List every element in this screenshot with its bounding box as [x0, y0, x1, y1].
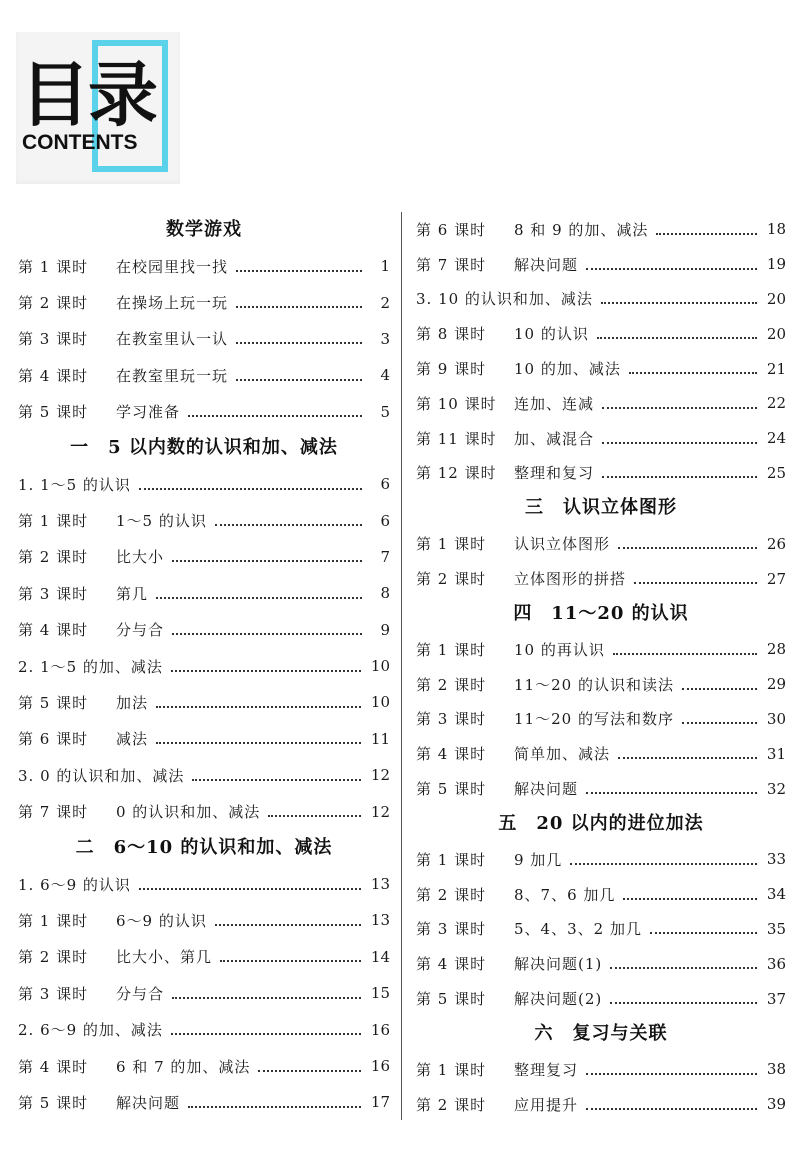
- toc-entry-title: 5、4、3、2 加几: [514, 920, 642, 939]
- toc-entry[interactable]: [18, 466, 390, 502]
- dot-leader: [634, 581, 757, 584]
- toc-entry-lesson: 第 5 课时: [18, 1093, 89, 1112]
- toc-entry[interactable]: [416, 456, 786, 491]
- toc-entry-title: 加法: [116, 693, 149, 712]
- dot-leader: [682, 687, 757, 690]
- toc-entry[interactable]: [416, 561, 786, 596]
- toc-entry[interactable]: [416, 771, 786, 806]
- toc-entry-page: 10: [370, 657, 390, 676]
- toc-entry-title: 10 的加、减法: [514, 360, 621, 379]
- dot-leader: [613, 652, 757, 655]
- toc-entry[interactable]: [18, 939, 390, 975]
- toc-entry-page: 17: [370, 1093, 390, 1112]
- toc-entry[interactable]: [18, 793, 390, 829]
- toc-entry-page: 11: [370, 729, 390, 748]
- dot-leader: [172, 559, 362, 562]
- toc-entry-lesson: 第 8 课时: [416, 325, 487, 344]
- toc-entry-page: 9: [380, 620, 390, 639]
- toc-entry[interactable]: [416, 1052, 786, 1087]
- toc-entry[interactable]: [416, 981, 786, 1016]
- toc-entry-lesson: 第 3 课时: [18, 330, 89, 349]
- toc-entry[interactable]: [416, 247, 786, 282]
- toc-entry-title: 连加、连减: [514, 394, 595, 413]
- toc-entry[interactable]: [18, 684, 390, 720]
- dot-leader: [268, 814, 361, 817]
- dot-leader: [586, 791, 757, 794]
- toc-entry-page: 37: [766, 989, 786, 1008]
- toc-entry[interactable]: [416, 1087, 786, 1122]
- toc-entry[interactable]: [416, 667, 786, 702]
- dot-leader: [236, 378, 362, 381]
- toc-entry-title: 比大小、第几: [116, 948, 213, 967]
- dot-leader: [656, 232, 757, 235]
- dot-leader: [258, 1069, 361, 1072]
- toc-entry[interactable]: [18, 612, 390, 648]
- dot-leader: [682, 721, 757, 724]
- toc-entry-lesson: 第 9 课时: [416, 360, 487, 379]
- section-heading: 四 11～20 的认识: [513, 602, 689, 624]
- toc-entry[interactable]: [18, 539, 390, 575]
- toc-entry-page: 13: [370, 875, 390, 894]
- column-divider: [401, 212, 402, 1120]
- toc-entry-lesson: 第 5 课时: [18, 403, 89, 422]
- toc-entry-title: 11～20 的写法和数序: [514, 710, 674, 729]
- toc-entry[interactable]: [18, 502, 390, 538]
- toc-entry-lesson: 第 1 课时: [416, 1060, 487, 1079]
- toc-entry-page: 14: [370, 947, 390, 966]
- toc-entry-page: 33: [766, 850, 786, 869]
- toc-entry-title: 解决问题: [116, 1093, 181, 1112]
- dot-leader: [188, 1105, 361, 1108]
- toc-entry-title: 6～9 的认识: [116, 911, 207, 930]
- toc-entry-lesson: 第 6 课时: [18, 730, 89, 749]
- toc-entry-page: 10: [370, 693, 390, 712]
- toc-entry-page: 16: [370, 1057, 390, 1075]
- toc-entry-page: 20: [766, 324, 786, 343]
- dot-leader: [602, 406, 757, 409]
- dot-leader: [570, 862, 757, 865]
- toc-entry-title: 第几: [116, 584, 149, 603]
- toc-entry-title: 立体图形的拼搭: [514, 570, 627, 589]
- toc-entry-title: 在校园里找一找: [116, 257, 229, 276]
- toc-entry[interactable]: [18, 721, 390, 757]
- dot-leader: [610, 1001, 757, 1004]
- dot-leader: [602, 441, 757, 444]
- toc-entry-lesson: 第 1 课时: [416, 535, 487, 554]
- section-heading: 五 20 以内的进位加法: [498, 812, 704, 834]
- toc-entry-title: 2. 6～9 的加、减法: [18, 1021, 163, 1040]
- toc-entry-page: 36: [766, 954, 786, 973]
- toc-entry-page: 34: [766, 885, 786, 904]
- toc-entry-lesson: 第 1 课时: [18, 512, 89, 531]
- toc-entry[interactable]: [18, 866, 390, 902]
- toc-entry-title: 0 的认识和加、减法: [116, 803, 261, 822]
- toc-entry-lesson: 第 5 课时: [416, 990, 487, 1009]
- toc-entry-title: 在教室里玩一玩: [116, 366, 229, 385]
- toc-entry[interactable]: [18, 1084, 390, 1120]
- toc-entry-title: 解决问题(1): [514, 955, 603, 974]
- toc-entry[interactable]: [416, 912, 786, 947]
- toc-entry-page: 3: [380, 329, 390, 348]
- toc-entry[interactable]: [416, 632, 786, 667]
- dot-leader: [171, 669, 361, 672]
- toc-entry-page: 24: [766, 429, 786, 448]
- toc-entry-page: 29: [766, 675, 786, 694]
- dot-leader: [618, 756, 757, 759]
- toc-entry-title: 减法: [116, 730, 149, 749]
- dot-leader: [236, 269, 362, 272]
- toc-entry[interactable]: [18, 757, 390, 793]
- toc-entry[interactable]: [18, 975, 390, 1011]
- dot-leader: [139, 887, 361, 890]
- toc-entry-title: 1. 6～9 的认识: [18, 875, 131, 894]
- toc-entry-title: 解决问题: [514, 780, 579, 799]
- section-heading: 数学游戏: [166, 219, 242, 240]
- toc-entry[interactable]: [18, 902, 390, 938]
- toc-entry-lesson: 第 3 课时: [416, 710, 487, 729]
- dot-leader: [236, 341, 362, 344]
- section-heading: 二 6～10 的认识和加、减法: [75, 836, 333, 858]
- toc-entry-lesson: 第 11 课时: [416, 429, 497, 448]
- toc-entry-page: 4: [380, 366, 390, 385]
- dot-leader: [215, 523, 362, 526]
- toc-entry[interactable]: [18, 648, 390, 684]
- toc-entry-title: 11～20 的认识和读法: [514, 675, 674, 694]
- toc-entry-page: 2: [380, 293, 390, 312]
- toc-entry[interactable]: [416, 946, 786, 981]
- dot-leader: [171, 1032, 361, 1035]
- toc-entry-title: 整理复习: [514, 1060, 579, 1079]
- toc-entry-lesson: 第 3 课时: [18, 584, 89, 603]
- toc-entry-lesson: 第 5 课时: [416, 780, 487, 799]
- toc-entry-lesson: 第 4 课时: [416, 745, 487, 764]
- section-heading: 三 认识立体图形: [525, 497, 677, 519]
- toc-entry-page: 18: [766, 220, 786, 239]
- toc-entry[interactable]: [416, 421, 786, 456]
- toc-entry-page: 38: [766, 1060, 786, 1079]
- toc-entry-page: 7: [380, 547, 390, 566]
- toc-entry-lesson: 第 10 课时: [416, 394, 497, 413]
- dot-leader: [215, 923, 361, 926]
- toc-entry-title: 10 的认识: [514, 325, 589, 344]
- toc-entry-page: 12: [370, 802, 390, 821]
- toc-entry-title: 在操场上玩一玩: [116, 294, 229, 313]
- toc-entry-lesson: 第 2 课时: [416, 570, 487, 589]
- toc-entry-lesson: 第 1 课时: [416, 640, 487, 659]
- toc-entry-title: 比大小: [116, 548, 165, 567]
- toc-entry-title: 9 加几: [514, 850, 563, 869]
- toc-entry-title: 解决问题: [514, 255, 579, 274]
- toc-right-column: [416, 212, 786, 1122]
- section-heading: 六 复习与关联: [534, 1022, 668, 1044]
- toc-entry-title: 加、减混合: [514, 429, 595, 448]
- toc-entry-title: 6 和 7 的加、减法: [116, 1057, 251, 1076]
- toc-entry[interactable]: [18, 1011, 390, 1047]
- toc-entry-page: 1: [380, 257, 390, 276]
- dot-leader: [601, 301, 757, 304]
- toc-entry-title: 8 和 9 的加、减法: [514, 220, 649, 239]
- toc-entry[interactable]: [18, 321, 390, 357]
- toc-entry-title: 分与合: [116, 984, 165, 1003]
- toc-entry-lesson: 第 2 课时: [18, 294, 89, 313]
- page-subtitle: CONTENTS: [22, 131, 138, 154]
- toc-left-column: [18, 212, 390, 1121]
- toc-entry-lesson: 第 7 课时: [18, 803, 89, 822]
- toc-entry-page: 21: [766, 359, 786, 378]
- toc-entry-lesson: 第 2 课时: [18, 948, 89, 967]
- toc-entry-page: 6: [380, 511, 390, 530]
- toc-entry[interactable]: [416, 702, 786, 737]
- dot-leader: [172, 996, 361, 999]
- toc-entry-title: 2. 1～5 的加、减法: [18, 657, 163, 676]
- toc-entry[interactable]: [416, 386, 786, 421]
- toc-entry-page: 27: [766, 569, 786, 588]
- toc-entry-lesson: 第 7 课时: [416, 255, 487, 274]
- toc-entry[interactable]: [416, 736, 786, 771]
- toc-entry-page: 39: [766, 1095, 786, 1114]
- toc-entry-title: 10 的再认识: [514, 640, 605, 659]
- toc-entry-page: 30: [766, 709, 786, 728]
- toc-entry[interactable]: [18, 357, 390, 393]
- toc-entry[interactable]: [416, 282, 786, 317]
- toc-entry-page: 6: [380, 475, 390, 494]
- toc-entry-page: 13: [370, 911, 390, 930]
- dot-leader: [602, 475, 757, 478]
- toc-entry-lesson: 第 2 课时: [416, 1095, 487, 1114]
- toc-entry-lesson: 第 2 课时: [18, 548, 89, 567]
- dot-leader: [156, 596, 362, 599]
- toc-entry-title: 解决问题(2): [514, 990, 603, 1009]
- toc-entry-lesson: 第 1 课时: [416, 850, 487, 869]
- toc-entry-title: 分与合: [116, 621, 165, 640]
- toc-entry-lesson: 第 3 课时: [416, 920, 487, 939]
- toc-entry-title: 认识立体图形: [514, 535, 611, 554]
- toc-entry-page: 32: [766, 779, 786, 798]
- dot-leader: [586, 267, 757, 270]
- toc-entry[interactable]: [18, 284, 390, 320]
- dot-leader: [629, 371, 757, 374]
- toc-entry-page: 8: [380, 584, 390, 603]
- toc-entry-lesson: 第 3 课时: [18, 984, 89, 1003]
- toc-entry[interactable]: [416, 877, 786, 912]
- dot-leader: [586, 1072, 757, 1075]
- toc-entry-title: 3. 10 的认识和加、减法: [416, 290, 593, 309]
- dot-leader: [236, 305, 362, 308]
- toc-entry-page: 16: [370, 1020, 390, 1039]
- dot-leader: [618, 546, 757, 549]
- toc-entry-lesson: 第 12 课时: [416, 464, 497, 483]
- toc-entry[interactable]: [18, 394, 390, 430]
- dot-leader: [188, 414, 362, 417]
- toc-entry-title: 学习准备: [116, 403, 181, 422]
- section-heading: 一 5 以内数的认识和加、减法: [70, 436, 338, 458]
- toc-entry-page: 19: [766, 255, 786, 274]
- toc-entry-title: 在教室里认一认: [116, 330, 229, 349]
- toc-entry-title: 整理和复习: [514, 464, 595, 483]
- dot-leader: [650, 931, 757, 934]
- toc-entry[interactable]: [18, 1048, 390, 1084]
- toc-entry-title: 8、7、6 加几: [514, 885, 616, 904]
- toc-entry-title: 1～5 的认识: [116, 512, 207, 531]
- toc-entry[interactable]: [18, 575, 390, 611]
- toc-entry-title: 1. 1～5 的认识: [18, 475, 131, 494]
- toc-entry-lesson: 第 4 课时: [18, 1057, 89, 1076]
- toc-entry-lesson: 第 5 课时: [18, 693, 89, 712]
- dot-leader: [156, 741, 361, 744]
- dot-leader: [192, 778, 361, 781]
- toc-entry-lesson: 第 1 课时: [18, 911, 89, 930]
- toc-entry-page: 31: [766, 744, 786, 763]
- toc-entry-page: 5: [380, 402, 390, 421]
- toc-entry-lesson: 第 1 课时: [18, 257, 89, 276]
- toc-entry[interactable]: [416, 212, 786, 247]
- toc-entry-title: 应用提升: [514, 1095, 579, 1114]
- page-title: 目录: [20, 54, 156, 136]
- toc-entry[interactable]: [416, 351, 786, 386]
- dot-leader: [597, 336, 757, 339]
- toc-entry-lesson: 第 2 课时: [416, 885, 487, 904]
- toc-entry-page: 20: [766, 289, 786, 308]
- toc-entry-lesson: 第 6 课时: [416, 220, 487, 239]
- dot-leader: [586, 1107, 757, 1110]
- toc-entry-page: 22: [766, 394, 786, 413]
- toc-entry-page: 26: [766, 534, 786, 553]
- toc-entry[interactable]: [18, 248, 390, 284]
- toc-entry-title: 3. 0 的认识和加、减法: [18, 766, 185, 785]
- toc-entry[interactable]: [416, 842, 786, 877]
- toc-entry-lesson: 第 2 课时: [416, 675, 487, 694]
- dot-leader: [220, 959, 361, 962]
- dot-leader: [172, 632, 362, 635]
- toc-entry[interactable]: [416, 316, 786, 351]
- toc-entry-page: 28: [766, 640, 786, 659]
- dot-leader: [139, 487, 362, 490]
- toc-entry-page: 15: [370, 984, 390, 1003]
- toc-entry-lesson: 第 4 课时: [18, 366, 89, 385]
- toc-entry-lesson: 第 4 课时: [18, 621, 89, 640]
- dot-leader: [156, 705, 361, 708]
- dot-leader: [623, 897, 757, 900]
- toc-entry[interactable]: [416, 526, 786, 561]
- dot-leader: [610, 966, 757, 969]
- toc-entry-page: 25: [766, 463, 786, 482]
- toc-entry-page: 35: [766, 919, 786, 938]
- toc-entry-page: 12: [370, 766, 390, 785]
- toc-entry-title: 简单加、减法: [514, 745, 611, 764]
- toc-entry-lesson: 第 4 课时: [416, 955, 487, 974]
